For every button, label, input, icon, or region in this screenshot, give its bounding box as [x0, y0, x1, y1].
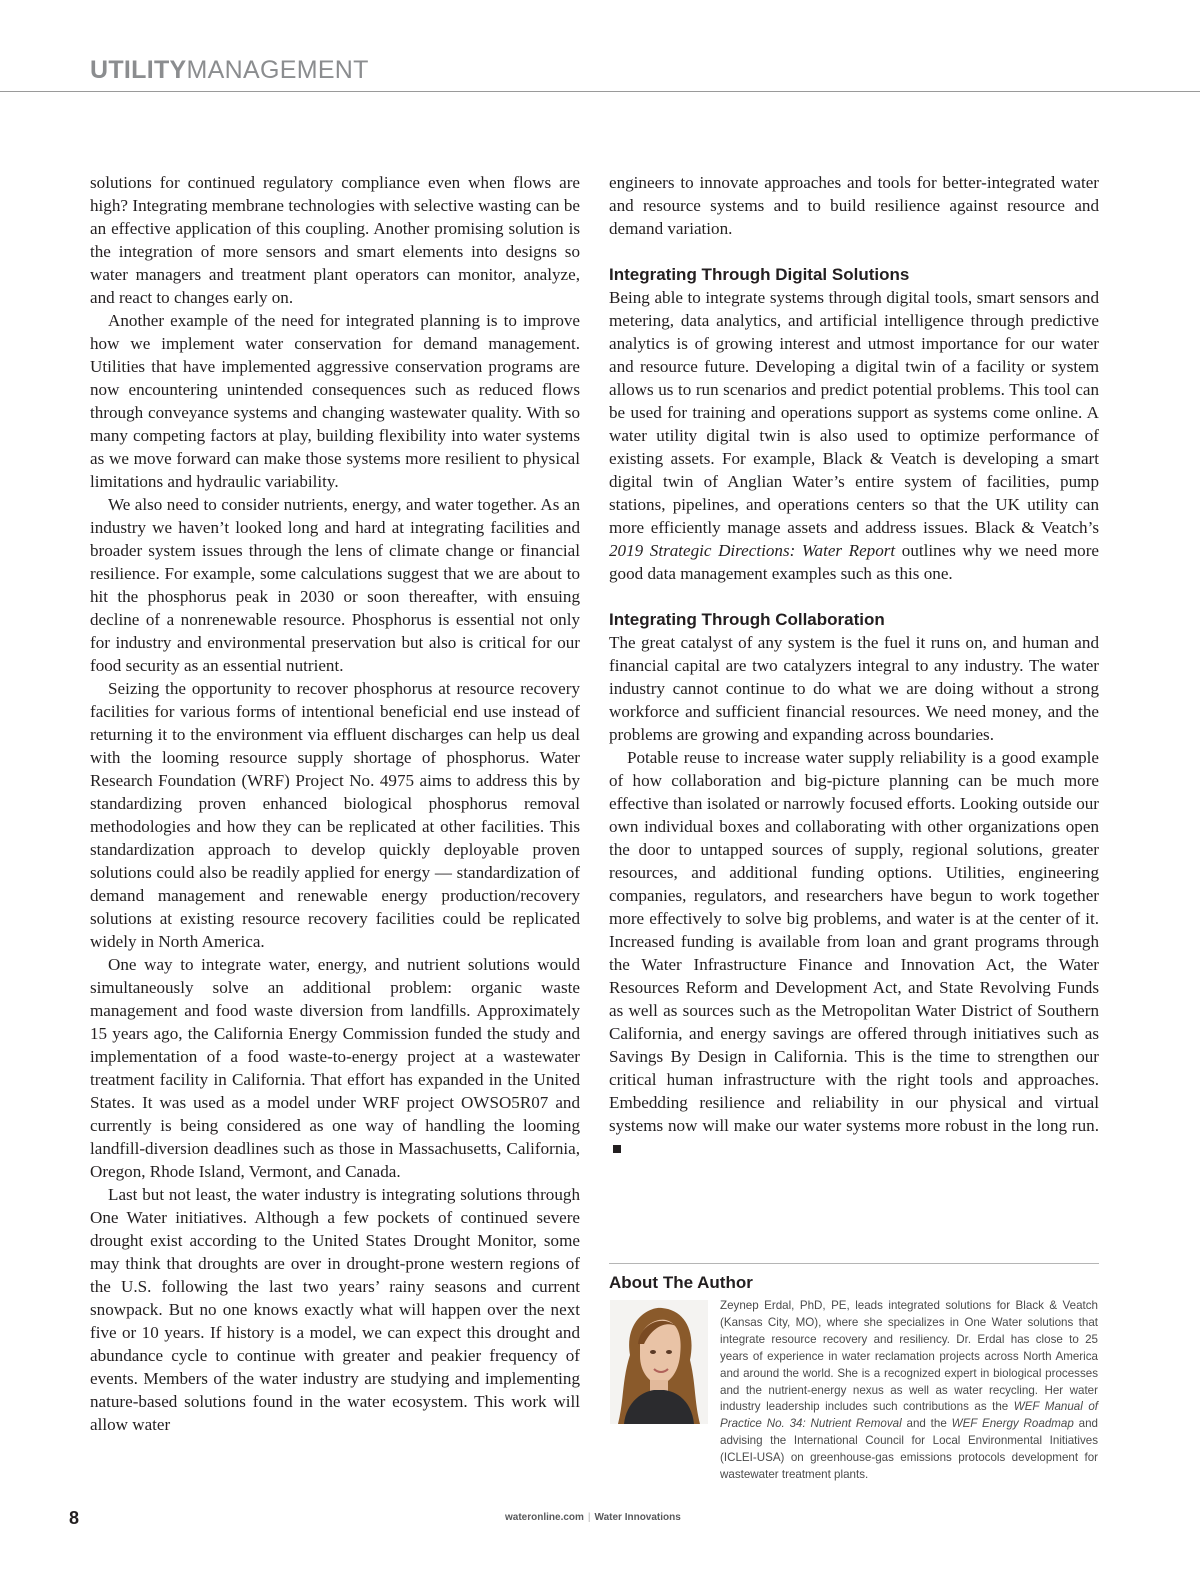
author-photo — [610, 1300, 708, 1424]
bio-text: Zeynep Erdal, PhD, PE, leads integrated solutions for Black & Veatch (Kansas City, MO), where she specializes in One Water solutions that integrate resource recovery and resiliency. Dr. Erdal has close to 25 years of experience in water reclamation projects across North America and around the world. She is a recognized expert in biological processes and the nutrient-energy nexus as well as water recycling. Her water industry leadership includes such contributions as the — [720, 1299, 1098, 1414]
paragraph: engineers to innovate approaches and tools for better-integrated water and resource systems and to build resilience against resource and demand variation. — [609, 173, 1099, 238]
left-column — [90, 171, 580, 1436]
section-title-light: MANAGEMENT — [186, 56, 369, 84]
paragraph: Another example of the need for integrated planning is to improve how we implement water conservation for demand management. Utilities that have implemented aggressive conservation programs are now encountering unintended consequences such as reduced flows through conveyance systems and changing wastewater quality. With so many competing factors at play, building flexibility into water systems as we move forward can make those systems more resilient to physical limitations and hydraulic variability. — [90, 311, 580, 491]
right-column — [609, 171, 1099, 1160]
subheading-digital-solutions: Integrating Through Digital Solutions — [609, 265, 910, 284]
about-author-body — [609, 1298, 1099, 1488]
page-number: 8 — [69, 1508, 80, 1528]
page-header — [0, 0, 1200, 92]
paragraph-text: Being able to integrate systems through digital tools, smart sensors and metering, data analytics, and artificial intelligence through predictive analytics is of growing interest and utmost importance for our water and resource future. Developing a digital twin of a facility or system allows us to run scenarios and predict potential problems. This tool can be used for training and operations support as systems come online. A water utility digital twin is also used to optimize performance of existing assets. For example, Black & Veatch is developing a smart digital twin of Anglian Water’s entire system of facilities, pump stations, pipelines, and operations centers so that the UK utility can more efficiently manage assets and address issues. Black & Veatch’s — [609, 288, 1099, 537]
paragraph — [609, 286, 1099, 585]
paragraph-text: Potable reuse to increase water supply reliability is a good example of how collaboration and big-picture planning can be much more effective than isolated or narrowly focused efforts. Looking outside our own individual boxes and collaborating with other organizations open the door to untapped sources of supply, regional solutions, greater resources, and additional funding options. Utilities, engineering companies, regulators, and researchers have begun to work together more effectively to solve big problems, and water is at the center of it. Increased funding is available from loan and grant programs through the Water Infrastructure Finance and Innovation Act, the Water Resources Reform and Development Act, and State Revolving Funds as well as sources such as the Metropolitan Water District of Southern California, and energy savings are offered through initiatives such as Savings By Design in California. This is the time to strengthen our critical human infrastructure with the right tools and approaches. Embedding resilience and reliability in our physical and virtual systems now will make our water systems more robust in the long run. — [609, 748, 1099, 1135]
paragraph: The great catalyst of any system is the fuel it runs on, and human and financial capital are two catalyzers integral to any industry. The water industry cannot continue to do what we are doing without a strong workforce and sufficient financial resources. We need money, and the problems are growing and expanding across boundaries. — [609, 633, 1099, 744]
paragraph: We also need to consider nutrients, energy, and water together. As an industry we haven’t looked long and hard at integrating facilities and broader system issues through the lens of climate change or financial resilience. For example, some calculations suggest that we are about to hit the phosphorus peak in 2030 or soon thereafter, with ensuing decline of a nonrenewable resource. Phosphorus is essential not only for industry and environmental preservation but also is critical for our food security as an essential nutrient. — [90, 495, 580, 675]
end-of-article-mark — [613, 1145, 621, 1153]
paragraph-text: outlines why we need more good data management examples such as this one. — [609, 541, 1099, 583]
paragraph: Last but not least, the water industry is integrating solutions through One Water initiatives. Although a few pockets of continued severe drought exist according to the United States Drought Monitor, some may think that droughts are over in drought-prone western regions of the U.S. following the last two years’ rainy seasons and current snowpack. But no one knows exactly what will happen over the next five or 10 years. If history is a model, we can expect this drought and abundance cycle to continue with greater and peakier frequency of events. Members of the water industry are studying and implementing nature-based solutions found in the water ecosystem. This work will allow water — [90, 1185, 580, 1434]
paragraph: One way to integrate water, energy, and nutrient solutions would simultaneously solve an additional problem: organic waste management and food waste diversion from landfills. Approximately 15 years ago, the California Energy Commission funded the study and implementation of a food waste-to-energy project at a wastewater treatment facility in California. That effort has expanded in the United States. It was used as a model under WRF project OWSO5R07 and currently is being considered as one way of handling the looming landfill-diversion deadlines such as those in Massachusetts, California, Oregon, Rhode Island, Vermont, and Canada. — [90, 955, 580, 1181]
bio-publication-title: WEF Manual of Practice No. 34: Nutrient Removal — [720, 1400, 1099, 1431]
paragraph: Seizing the opportunity to recover phosphorus at resource recovery facilities for various forms of intentional beneficial end use instead of returning it to the environment via effluent discharges can help us deal with the looming resource supply shortage of phosphorus. Water Research Foundation (WRF) Project No. 4975 aims to address this by standardizing proven enhanced biological phosphorus removal methodologies and how they can be replicated at other facilities. This standardization approach to develop quickly deployable proven solutions could also be readily applied for energy — standardization of demand management and renewable energy production/recovery solutions at existing resource recovery facilities could be replicated widely in North America. — [90, 679, 580, 951]
footer-separator: | — [587, 1512, 591, 1523]
about-author-box — [609, 1263, 1099, 1488]
subheading-collaboration: Integrating Through Collaboration — [609, 610, 885, 629]
bio-publication-title: WEF Energy Roadmap — [951, 1417, 1074, 1431]
paragraph — [609, 746, 1099, 1160]
footer-publication: Water Innovations — [594, 1512, 681, 1523]
author-portrait-illustration — [610, 1300, 708, 1424]
page-footer — [505, 1512, 681, 1523]
bio-text: and the — [901, 1417, 952, 1431]
section-title — [90, 55, 369, 85]
author-bio — [720, 1298, 1098, 1484]
about-author-heading: About The Author — [609, 1273, 753, 1292]
bio-text: and advising the International Council for Local Environmental Initiatives (ICLEI-USA) on greenhouse-gas emissions protocols development for wastewater treatment plants. — [720, 1417, 1098, 1482]
footer-site-link[interactable]: wateronline.com — [505, 1512, 584, 1523]
report-title: 2019 Strategic Directions: Water Report — [609, 541, 896, 560]
paragraph: solutions for continued regulatory compliance even when flows are high? Integrating membrane technologies with selective wasting can be an effective application of this coupling. Another promising solution is the integration of more sensors and smart elements into designs so water managers and treatment plant operators can monitor, analyze, and react to changes early on. — [90, 173, 580, 307]
section-title-bold: UTILITY — [90, 56, 187, 84]
